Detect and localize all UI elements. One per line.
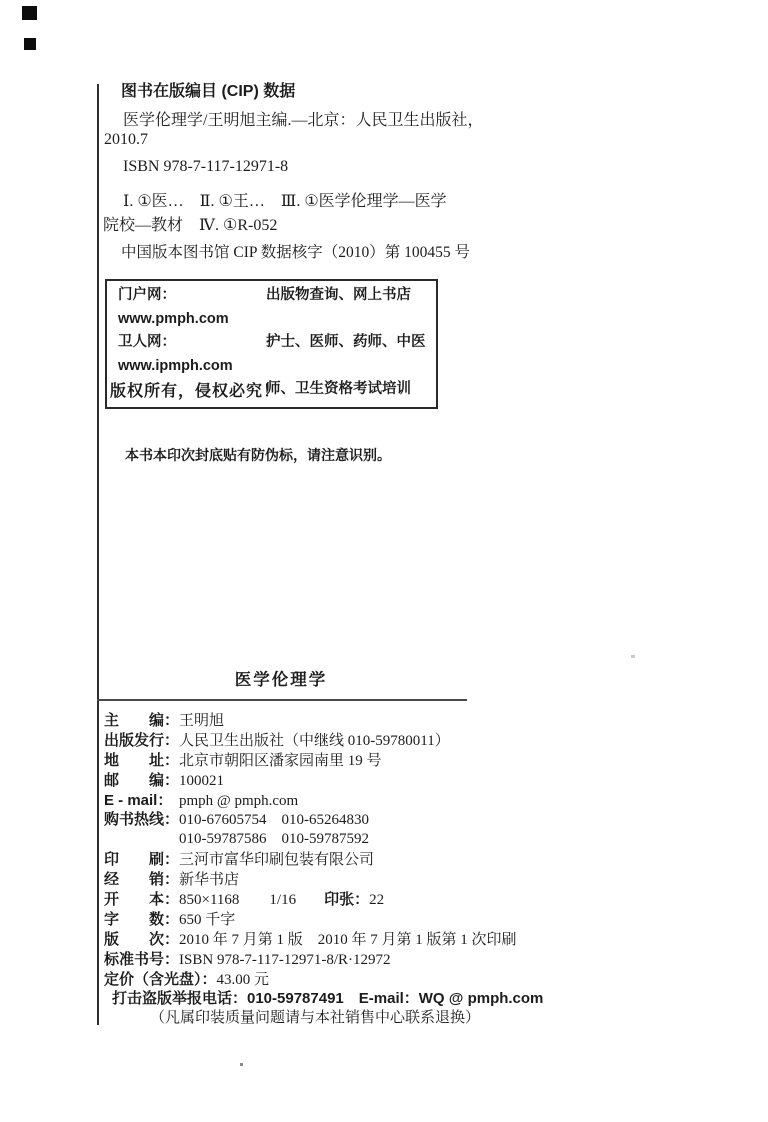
row-value: pmph @ pmph.com	[179, 792, 299, 809]
row-value: 北京市朝阳区潘家园南里 19 号	[179, 752, 382, 769]
piracy-hotline-line: 打击盗版举报电话：010-59787491 E-mail：WQ @ pmph.com	[112, 990, 544, 1008]
colophon-row-isbn	[104, 950, 524, 970]
health-site-desc: 护士、医师、药师、中医	[266, 334, 426, 350]
cip-registry-line: 中国版本图书馆 CIP 数据核字（2010）第 100455 号	[121, 244, 471, 261]
cip-entry-line-1: 医学伦理学/王明旭主编.—北京：人民卫生出版社，	[123, 112, 484, 129]
row-value: 100021	[179, 772, 225, 789]
health-site-label: 卫人网：www.ipmph.com	[118, 334, 233, 374]
return-policy-line: （凡属印装质量问题请与本社销售中心联系退换）	[150, 1010, 481, 1027]
colophon-row-edition	[104, 930, 524, 950]
colophon-row-hotline-cont	[104, 830, 524, 850]
row-value: 010-67605754 010-65264830	[179, 812, 370, 829]
colophon-row-address	[104, 751, 524, 771]
row-label: 购书热线：	[104, 811, 180, 829]
cip-classification-line-2: 院校—教材 Ⅳ. ①R-052	[103, 217, 278, 234]
colophon-row-format	[104, 890, 524, 910]
row-label: 定价（含光盘）：	[104, 970, 217, 988]
row-value: 三河市富华印刷包装有限公司	[179, 852, 375, 869]
row-value: 850×1168 1/16	[179, 892, 297, 909]
row-value: 新华书店	[179, 872, 240, 889]
colophon-row-distributor	[104, 870, 524, 890]
cip-heading: 图书在版编目 (CIP) 数据	[121, 83, 296, 100]
colophon-row-price	[104, 970, 524, 990]
colophon-row-postcode	[104, 771, 524, 791]
colophon-row-email	[104, 791, 524, 811]
left-margin-rule	[97, 84, 99, 1025]
row-value: 43.00 元	[216, 971, 270, 988]
row-value: 650 千字	[179, 911, 236, 928]
portal-site-label: 门户网：www.pmph.com	[118, 287, 229, 327]
health-site-desc-cont: 师、卫生资格考试培训	[266, 381, 411, 397]
book-title: 医学伦理学	[234, 671, 328, 689]
row-label: 经 销：	[104, 871, 180, 889]
row-label: E - mail：	[104, 791, 173, 809]
row-label: 地 址：	[104, 751, 180, 769]
anti-counterfeit-notice: 本书本印次封底贴有防伪标，请注意识别。	[125, 447, 391, 463]
portal-site-desc: 出版物查询、网上书店	[266, 287, 411, 303]
colophon-row-hotline	[104, 810, 524, 830]
colophon-row-wordcount	[104, 910, 524, 930]
row-value: 010-59787586 010-59787592	[179, 831, 369, 848]
colophon-block	[104, 711, 544, 1029]
row-label: 出版发行：	[104, 731, 180, 749]
cip-entry-line-2: 2010.7	[104, 131, 148, 148]
row-label: 版 次：	[104, 930, 180, 948]
row-value: 2010 年 7 月第 1 版 2010 年 7 月第 1 版第 1 次印刷	[179, 931, 517, 948]
copyright-notice: 版权所有，侵权必究！	[110, 383, 281, 400]
row-value: ISBN 978-7-117-12971-8/R·12972	[179, 951, 391, 968]
website-row	[118, 284, 432, 331]
row-value: 王明旭	[179, 713, 225, 729]
colophon-row-printer	[104, 850, 524, 870]
scan-speck	[240, 1063, 243, 1066]
title-divider-rule	[97, 699, 467, 701]
row-label: 标准书号：	[104, 950, 180, 968]
sheets-value: 22	[369, 892, 385, 909]
colophon-row-publisher	[104, 731, 524, 751]
cip-isbn-line: ISBN 978-7-117-12971-8	[123, 158, 289, 175]
scan-corner-mark-top	[22, 6, 37, 20]
colophon-row-editor	[104, 711, 524, 731]
sheets-label: 印张：	[324, 891, 370, 909]
row-label: 邮 编：	[104, 771, 180, 789]
scan-corner-mark-bottom	[24, 38, 36, 50]
cip-classification-line-1: Ⅰ. ①医… Ⅱ. ①王… Ⅲ. ①医学伦理学—医学	[123, 193, 447, 210]
scan-speck	[631, 655, 635, 658]
row-label: 印 刷：	[104, 851, 180, 869]
row-value: 人民卫生出版社（中继线 010-59780011）	[179, 732, 450, 749]
row-label: 开 本：	[104, 891, 180, 909]
website-row	[118, 331, 432, 378]
row-label: 字 数：	[104, 910, 180, 928]
row-label: 主 编：	[104, 712, 180, 729]
